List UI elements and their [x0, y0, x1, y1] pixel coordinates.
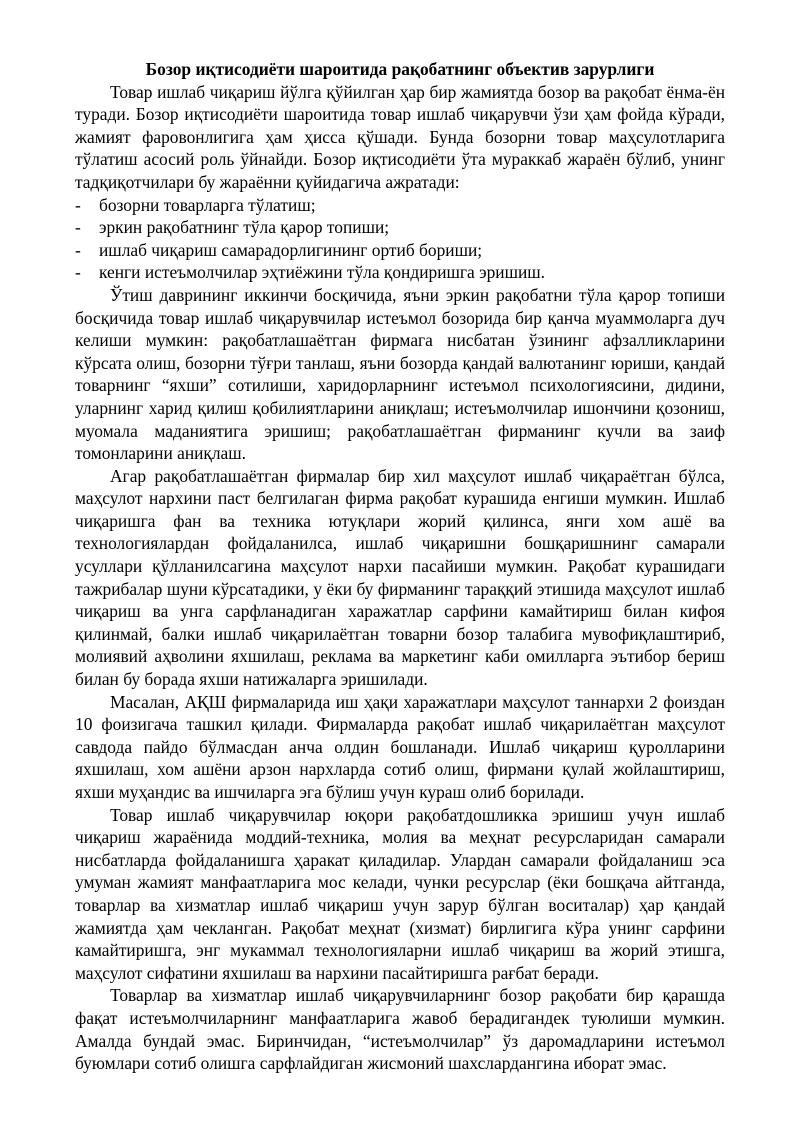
list-item [75, 216, 725, 239]
bullet-marker: - [75, 262, 81, 283]
document-page [75, 58, 725, 1075]
body-paragraph: Масалан, АҚШ фирмаларида иш ҳақи харажатлари маҳсулот таннархи 2 фоиздан 10 фоизигача ташкил қилади. Фирмаларда рақобат ишлаб чиқарилаётган маҳсулот савдода пайдо бўлмасдан анча олдин бошланади. Ишлаб чиқариш қуролларини яхшилаш, хом ашёни арзон нархларда сотиб олиш, фирмани қулай жойлаштириш, яхши муҳандис ва ишчиларга эга бўлиш учун кураш олиб борилади. [75, 691, 725, 802]
list-item [75, 194, 725, 217]
document-title: Бозор иқтисодиёти шароитида рақобатнинг объектив зарурлиги [145, 59, 655, 79]
body-paragraph: Товар ишлаб чиқарувчилар юқори рақобатдошликка эришиш учун ишлаб чиқариш жараёнида моддий-техника, молия ва меҳнат ресурсларидан самарали нисбатларда фойдаланишга ҳаракат қиладилар. Улардан самарали фойдаланиш эса умуман жамият манфаатларига мос келади, чунки ресурслар (ёки бошқача айтганда, товарлар ва хизматлар ишлаб чиқариш учун зарур бўлган воситалар) ҳар қандай жамиятда ҳам чекланган. Рақобат меҳнат (хизмат) бирлигига кўра унинг сарфини камайтиришга, энг мукаммал технологияларни ишлаб чиқариш ва жорий этишга, маҳсулот сифатини яхшилаш ва нархини пасайтиришга рағбат беради. [75, 804, 725, 983]
body-paragraph: Ўтиш даврининг иккинчи босқичида, яъни эркин рақобатни тўла қарор топиши босқичида товар ишлаб чиқарувчилар истеъмол бозорида бир қанча муаммоларга дуч келиши мумкин: рақобатлашаётган фирмага нисбатан ўзининг афзалликларини кўрсата олиш, бозорни тўғри танлаш, яъни бозорда қандай валютанинг юриши, қандай товарнинг “яхши” сотилиши, харидорларнинг истеъмол психологиясини, дидини, уларнинг харид қилиш қобилиятларини аниқлаш; истеъмолчилар ишончини қозониш, муомала маданиятига эришиш; рақобатлашаётган фирманинг кучли ва заиф томонларини аниқлаш. [75, 284, 725, 464]
intro-paragraph: Товар ишлаб чиқариш йўлга қўйилган ҳар бир жамиятда бозор ва рақобат ёнма-ён туради. Бозор иқтисодиёти шароитида товар ишлаб чиқарувчи ўзи ҳам фойда кўради, жамият фаровонлигига ҳам ҳисса қўшади. Бунда бозорни товар маҳсулотларига тўлатиш асосий роль ўйнайди. Бозор иқтисодиёти ўта мураккаб жараён бўлиб, унинг тадқиқотчилари бу жараённи қуйидагича ажратади: [75, 81, 725, 192]
list-item [75, 239, 725, 262]
bullet-marker: - [75, 194, 81, 215]
list-item-text: эркин рақобатнинг тўла қарор топиши; [99, 217, 390, 238]
list-item [75, 261, 725, 284]
list-item-text: бозорни товарларга тўлатиш; [99, 194, 316, 215]
list-item-text: ишлаб чиқариш самарадорлигининг ортиб бориши; [99, 239, 483, 260]
bullet-marker: - [75, 239, 81, 260]
process-list [75, 194, 725, 284]
body-paragraph: Товарлар ва хизматлар ишлаб чиқарувчиларнинг бозор рақобати бир қарашда фақат истеъмолчиларнинг манфаатларига жавоб берадигандек туюлиши мумкин. Амалда бундай эмас. Биринчидан, “истеъмолчилар” ўз даромадларини истеъмол буюмлари сотиб олишга сарфлайдиган жисмоний шахслардангина иборат эмас. [75, 985, 725, 1074]
list-item-text: кенги истеъмолчилар эҳтиёжини тўла қондиришга эришиш. [99, 262, 546, 283]
bullet-marker: - [75, 217, 81, 238]
body-paragraph: Агар рақобатлашаётган фирмалар бир хил маҳсулот ишлаб чиқараётган бўлса, маҳсулот нархини паст белгилаган фирма рақобат курашида енгиши мумкин. Ишлаб чиқаришга фан ва техника ютуқлари жорий қилинса, янги хом ашё ва технологиялардан фойдаланилса, ишлаб чиқаришни бошқаришнинг самарали усуллари қўлланилсагина маҳсулот нархи пасайиши мумкин. Рақобат курашидаги тажрибалар шуни кўрсатадики, у ёки бу фирманинг тараққий этишида маҳсулот ишлаб чиқариш ва унга сарфланадиган харажатлар сарфини камайтириш билан кифоя қилинмай, балки ишлаб чиқарилаётган товарни бозор талабига мувофиқлаштириб, молиявий аҳволини яхшилаш, реклама ва маркетинг каби омилларга эътибор бериш билан бу борада яхши натижаларга эришилади. [75, 465, 725, 690]
